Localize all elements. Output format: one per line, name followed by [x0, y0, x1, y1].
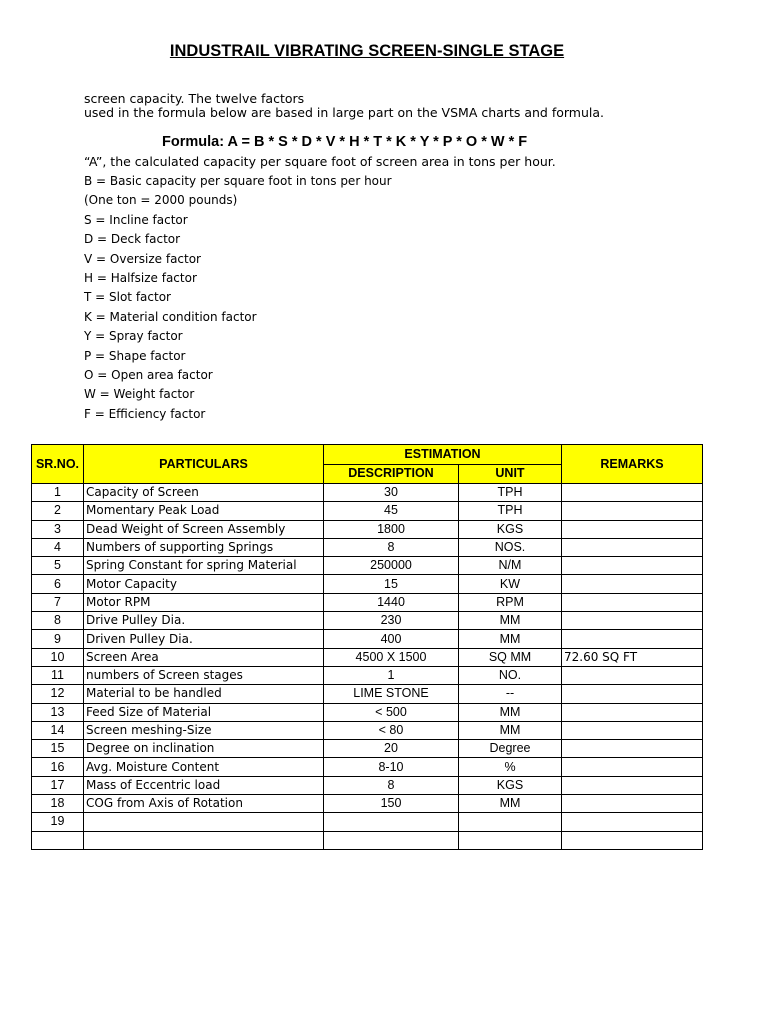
definition-item: B = Basic capacity per square foot in tons per hour	[84, 174, 392, 188]
cell-remarks	[562, 758, 703, 776]
cell-unit: KGS	[459, 776, 562, 794]
cell-unit: TPH	[459, 484, 562, 502]
intro-line-1: screen capacity. The twelve factors	[84, 91, 305, 106]
cell-srno: 18	[32, 795, 84, 813]
cell-srno: 9	[32, 630, 84, 648]
definition-item: W = Weight factor	[84, 387, 195, 402]
table-row	[32, 740, 703, 758]
header-particulars: PARTICULARS	[84, 445, 324, 484]
table-row	[32, 630, 703, 648]
cell-remarks	[562, 831, 703, 849]
intro-line-2: used in the formula below are based in large part on the VSMA charts and formula.	[84, 105, 604, 120]
definition-item: P = Shape factor	[84, 348, 186, 363]
cell-srno	[32, 831, 84, 849]
table-row	[32, 776, 703, 794]
cell-remarks	[562, 575, 703, 593]
estimation-table	[31, 444, 703, 850]
cell-remarks	[562, 484, 703, 502]
cell-srno: 14	[32, 721, 84, 739]
cell-remarks	[562, 703, 703, 721]
cell-particular: Driven Pulley Dia.	[84, 630, 324, 648]
cell-description: 230	[324, 612, 459, 630]
table-row	[32, 795, 703, 813]
definition-item: D = Deck factor	[84, 232, 181, 247]
cell-unit: MM	[459, 612, 562, 630]
cell-particular: Motor Capacity	[84, 575, 324, 593]
cell-srno: 10	[32, 648, 84, 666]
cell-unit: MM	[459, 630, 562, 648]
cell-remarks	[562, 740, 703, 758]
cell-unit: MM	[459, 795, 562, 813]
cell-unit: RPM	[459, 593, 562, 611]
cell-srno: 12	[32, 685, 84, 703]
definition-item: O = Open area factor	[84, 367, 213, 382]
cell-unit: %	[459, 758, 562, 776]
cell-particular: Screen meshing-Size	[84, 721, 324, 739]
table-row	[32, 575, 703, 593]
cell-srno: 4	[32, 538, 84, 556]
definition-item: V = Oversize factor	[84, 251, 201, 266]
table-row	[32, 502, 703, 520]
definition-item: S = Incline factor	[84, 212, 188, 227]
table-row	[32, 520, 703, 538]
cell-particular: Motor RPM	[84, 593, 324, 611]
table-row	[32, 831, 703, 849]
table-row	[32, 721, 703, 739]
cell-description	[324, 831, 459, 849]
cell-remarks	[562, 666, 703, 684]
cell-particular: Dead Weight of Screen Assembly	[84, 520, 324, 538]
cell-description: 150	[324, 795, 459, 813]
cell-srno: 1	[32, 484, 84, 502]
cell-description: 1800	[324, 520, 459, 538]
header-unit: UNIT	[459, 464, 562, 484]
cell-description: 8-10	[324, 758, 459, 776]
cell-unit: KGS	[459, 520, 562, 538]
cell-srno: 15	[32, 740, 84, 758]
cell-srno: 2	[32, 502, 84, 520]
cell-particular: Numbers of supporting Springs	[84, 538, 324, 556]
table-row	[32, 538, 703, 556]
cell-description: 20	[324, 740, 459, 758]
cell-particular: Material to be handled	[84, 685, 324, 703]
header-remarks: REMARKS	[562, 445, 703, 484]
cell-remarks	[562, 685, 703, 703]
cell-description: < 500	[324, 703, 459, 721]
table-row	[32, 484, 703, 502]
cell-remarks: 72.60 SQ FT	[562, 648, 703, 666]
definition-item: T = Slot factor	[84, 290, 171, 305]
cell-remarks	[562, 520, 703, 538]
cell-particular: COG from Axis of Rotation	[84, 795, 324, 813]
table-body	[32, 484, 703, 850]
cell-remarks	[562, 776, 703, 794]
cell-srno: 16	[32, 758, 84, 776]
cell-particular: Screen Area	[84, 648, 324, 666]
cell-srno: 11	[32, 666, 84, 684]
cell-unit: N/M	[459, 557, 562, 575]
cell-particular: Avg. Moisture Content	[84, 758, 324, 776]
cell-description: 1440	[324, 593, 459, 611]
table-row	[32, 758, 703, 776]
cell-description: 15	[324, 575, 459, 593]
cell-srno: 13	[32, 703, 84, 721]
cell-particular: Feed Size of Material	[84, 703, 324, 721]
cell-unit: NOS.	[459, 538, 562, 556]
definition-item: F = Efficiency factor	[84, 406, 206, 421]
definition-item: (One ton = 2000 pounds)	[84, 193, 238, 208]
table-row	[32, 813, 703, 831]
cell-remarks	[562, 557, 703, 575]
cell-unit: Degree	[459, 740, 562, 758]
table-row	[32, 703, 703, 721]
cell-particular: Mass of Eccentric load	[84, 776, 324, 794]
cell-description: 45	[324, 502, 459, 520]
cell-srno: 3	[32, 520, 84, 538]
factor-definitions	[84, 173, 392, 425]
cell-remarks	[562, 538, 703, 556]
cell-srno: 5	[32, 557, 84, 575]
cell-unit: MM	[459, 721, 562, 739]
table-row	[32, 666, 703, 684]
cell-remarks	[562, 721, 703, 739]
page-title: INDUSTRAIL VIBRATING SCREEN-SINGLE STAGE	[169, 42, 565, 60]
cell-description: 250000	[324, 557, 459, 575]
cell-particular: numbers of Screen stages	[84, 666, 324, 684]
header-description: DESCRIPTION	[324, 464, 459, 484]
cell-particular: Degree on inclination	[84, 740, 324, 758]
cell-srno: 6	[32, 575, 84, 593]
a-definition: “A”, the calculated capacity per square foot of screen area in tons per hour.	[84, 154, 556, 169]
table-row	[32, 593, 703, 611]
cell-srno: 7	[32, 593, 84, 611]
cell-unit: KW	[459, 575, 562, 593]
cell-unit: --	[459, 685, 562, 703]
definition-item: H = Halfsize factor	[84, 270, 197, 285]
cell-particular	[84, 831, 324, 849]
cell-unit	[459, 831, 562, 849]
formula: Formula: A = B * S * D * V * H * T * K * Y * P * O * W * F	[162, 134, 528, 150]
cell-unit: TPH	[459, 502, 562, 520]
cell-unit	[459, 813, 562, 831]
cell-particular: Spring Constant for spring Material	[84, 557, 324, 575]
intro-text	[84, 92, 604, 120]
cell-description: < 80	[324, 721, 459, 739]
table-row	[32, 612, 703, 630]
table-row	[32, 557, 703, 575]
cell-description: 8	[324, 776, 459, 794]
table-row	[32, 648, 703, 666]
cell-remarks	[562, 612, 703, 630]
cell-srno: 17	[32, 776, 84, 794]
cell-particular: Capacity of Screen	[84, 484, 324, 502]
cell-remarks	[562, 795, 703, 813]
header-estimation: ESTIMATION	[324, 445, 562, 465]
cell-description: 30	[324, 484, 459, 502]
cell-particular: Momentary Peak Load	[84, 502, 324, 520]
cell-description: 1	[324, 666, 459, 684]
cell-remarks	[562, 813, 703, 831]
cell-description: 4500 X 1500	[324, 648, 459, 666]
cell-srno: 19	[32, 813, 84, 831]
definition-item: Y = Spray factor	[84, 329, 183, 344]
cell-particular: Drive Pulley Dia.	[84, 612, 324, 630]
cell-remarks	[562, 593, 703, 611]
definition-item: K = Material condition factor	[84, 309, 257, 324]
cell-remarks	[562, 630, 703, 648]
cell-description: 8	[324, 538, 459, 556]
table-row	[32, 685, 703, 703]
cell-unit: SQ MM	[459, 648, 562, 666]
cell-remarks	[562, 502, 703, 520]
cell-description	[324, 813, 459, 831]
header-srno: SR.NO.	[32, 445, 84, 484]
cell-unit: NO.	[459, 666, 562, 684]
cell-particular	[84, 813, 324, 831]
cell-unit: MM	[459, 703, 562, 721]
cell-description: LIME STONE	[324, 685, 459, 703]
cell-description: 400	[324, 630, 459, 648]
cell-srno: 8	[32, 612, 84, 630]
